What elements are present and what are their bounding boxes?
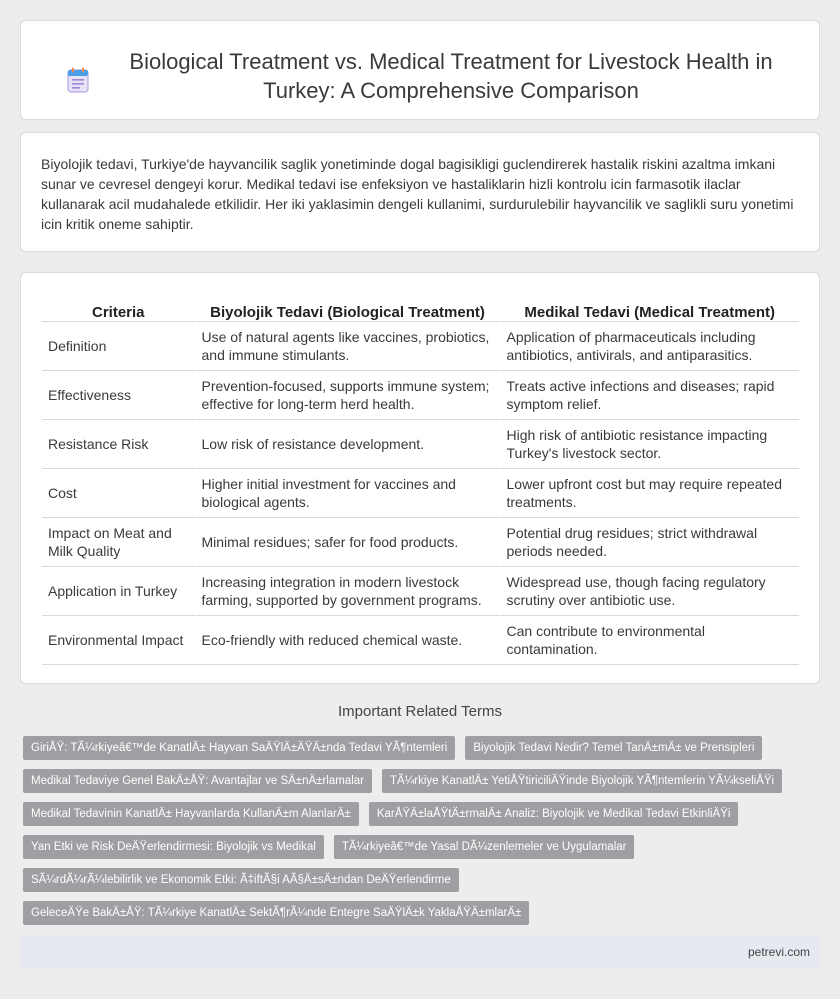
medical-cell: Potential drug residues; strict withdrawal periods needed. (500, 517, 799, 566)
criteria-cell: Environmental Impact (42, 615, 195, 664)
medical-cell: Treats active infections and diseases; rapid symptom relief. (500, 370, 799, 419)
criteria-cell: Resistance Risk (42, 419, 195, 468)
related-term-tag[interactable]: SÃ¼rdÃ¼rÃ¼lebilirlik ve Ekonomik Etki: Ã‡iftÃ§i AÃ§Ä±sÄ±ndan DeÄŸerlendirme (23, 868, 459, 892)
related-term-tag[interactable]: GiriÅŸ: TÃ¼rkiyeâ€™de KanatlÄ± Hayvan SaÄŸlÄ±ÄŸÄ±nda Tedavi YÃ¶ntemleri (23, 736, 455, 760)
related-term-tag[interactable]: TÃ¼rkiyeâ€™de Yasal DÃ¼zenlemeler ve Uygulamalar (334, 835, 635, 859)
related-term-tag[interactable]: Medikal Tedavinin KanatlÄ± Hayvanlarda KullanÄ±m AlanlarÄ± (23, 802, 359, 826)
related-term-tag[interactable]: Biyolojik Tedavi Nedir? Temel TanÄ±mÄ± ve Prensipleri (465, 736, 762, 760)
biological-cell: Minimal residues; safer for food products. (195, 517, 500, 566)
intro-paragraph: Biyolojik tedavi, Turkiye'de hayvancilik saglik yonetiminde dogal bagisikligi guclendirerek hastalik riskini azaltma imkani sunar ve cevresel dengeyi korur. Medikal tedavi ise enfeksiyon ve hastaliklarin hizli kontrolu icin farmasotik ilaclar kullanarak acil mudahalede etkilidir. Her iki yaklasimin dengeli kullanimi, surdurulebilir hayvancilik ve saglikli suru yonetimi icin kritik oneme sahiptir. (41, 156, 794, 232)
medical-cell: Can contribute to environmental contamination. (500, 615, 799, 664)
table-row (42, 419, 799, 468)
related-term-tag[interactable]: KarÅŸÄ±laÅŸtÄ±rmalÄ± Analiz: Biyolojik ve Medikal Tedavi EtkinliÄŸi (369, 802, 739, 826)
criteria-cell: Definition (42, 321, 195, 370)
criteria-cell: Application in Turkey (42, 566, 195, 615)
related-term-tag[interactable]: TÃ¼rkiye KanatlÄ± YetiÅŸtiriciliÄŸinde Biyolojik YÃ¶ntemlerin YÃ¼kseliÅŸi (382, 769, 782, 793)
table-row (42, 468, 799, 517)
comparison-table (42, 297, 799, 665)
title-card (20, 20, 820, 120)
table-row (42, 517, 799, 566)
related-term-tag[interactable]: Yan Etki ve Risk DeÄŸerlendirmesi: Biyolojik vs Medikal (23, 835, 324, 859)
footer (20, 936, 820, 969)
related-terms-heading: Important Related Terms (338, 703, 502, 720)
column-header-biological: Biyolojik Tedavi (Biological Treatment) (195, 297, 500, 321)
medical-cell: Widespread use, though facing regulatory scrutiny over antibiotic use. (500, 566, 799, 615)
related-terms-list (23, 736, 813, 925)
medical-cell: High risk of antibiotic resistance impacting Turkey's livestock sector. (500, 419, 799, 468)
table-header-row (42, 297, 799, 321)
biological-cell: Increasing integration in modern livestock farming, supported by government programs. (195, 566, 500, 615)
column-header-medical: Medikal Tedavi (Medical Treatment) (500, 297, 799, 321)
biological-cell: Use of natural agents like vaccines, probiotics, and immune stimulants. (195, 321, 500, 370)
criteria-cell: Impact on Meat and Milk Quality (42, 517, 195, 566)
document-icon (67, 67, 89, 93)
table-row (42, 370, 799, 419)
comparison-card (20, 272, 820, 684)
medical-cell: Application of pharmaceuticals including antibiotics, antivirals, and antiparasitics. (500, 321, 799, 370)
biological-cell: Higher initial investment for vaccines and biological agents. (195, 468, 500, 517)
criteria-cell: Effectiveness (42, 370, 195, 419)
table-row (42, 321, 799, 370)
criteria-cell: Cost (42, 468, 195, 517)
page-title: Biological Treatment vs. Medical Treatment for Livestock Health in Turkey: A Comprehensive Comparison (129, 49, 773, 103)
related-term-tag[interactable]: Medikal Tedaviye Genel BakÄ±ÅŸ: Avantajlar ve SÄ±nÄ±rlamalar (23, 769, 372, 793)
medical-cell: Lower upfront cost but may require repeated treatments. (500, 468, 799, 517)
biological-cell: Prevention-focused, supports immune system; effective for long-term herd health. (195, 370, 500, 419)
biological-cell: Eco-friendly with reduced chemical waste. (195, 615, 500, 664)
related-term-tag[interactable]: GeleceÄŸe BakÄ±ÅŸ: TÃ¼rkiye KanatlÄ± SektÃ¶rÃ¼nde Entegre SaÄŸlÄ±k YaklaÅŸÄ±mlarÄ± (23, 901, 529, 925)
table-row (42, 615, 799, 664)
column-header-criteria: Criteria (91, 303, 145, 321)
footer-site-link[interactable]: petrevi.com (747, 945, 810, 959)
intro-card (20, 132, 820, 252)
biological-cell: Low risk of resistance development. (195, 419, 500, 468)
table-row (42, 566, 799, 615)
